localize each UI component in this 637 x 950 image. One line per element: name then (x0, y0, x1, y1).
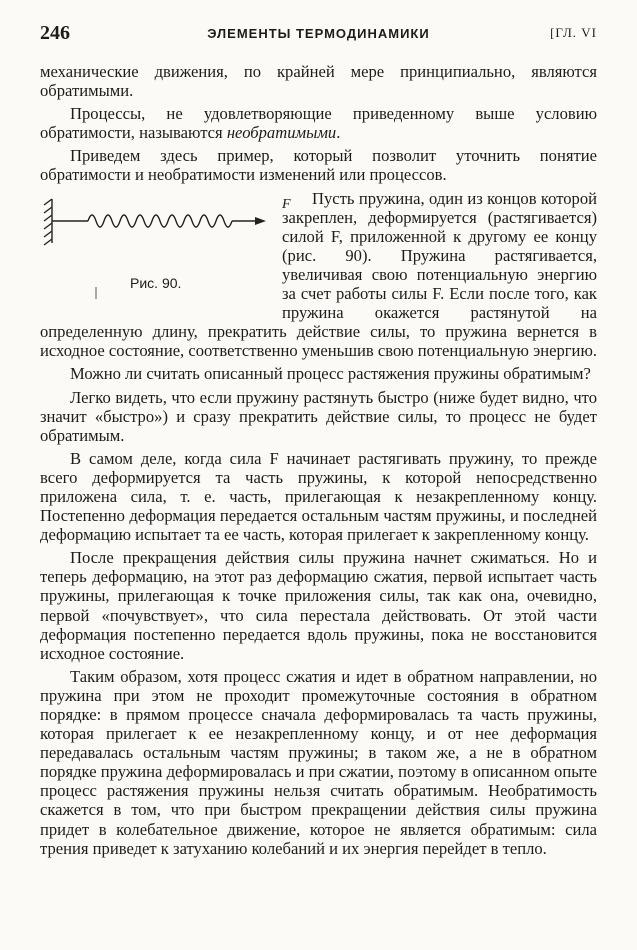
paragraph-2-text: Процессы, не удовлетворяющие приведенному выше условию обратимости, называются (40, 104, 597, 143)
paragraph-4 (40, 189, 597, 361)
paragraph-7: В самом деле, когда сила F начинает растягивать пружину, то прежде всего деформируется та часть пружины, к которой непосредственно приложена сила, т. е. часть, прилегающая к незакрепленному концу. Постепенно деформация передается остальным частям пружины, и последней деформацию испытает та ее часть, которая прилегает к закрепленному концу. (40, 448, 597, 545)
figure-caption: Рис. 90. (130, 274, 182, 291)
force-label: F (282, 196, 291, 212)
running-title: ЭЛЕМЕНТЫ ТЕРМОДИНАМИКИ (207, 26, 430, 41)
paragraph-2 (40, 104, 597, 142)
paragraph-9: Таким образом, хотя процесс сжатия и идет в обратном направлении, но пружина при этом не проходит промежуточные состояния в обратном порядке: в прямом процессе сначала деформировалась та часть пружины, которая прилегает к ее незакрепленному концу, и от нее деформация передавалась остальным частям пружины; в таком же, а не в обратном порядке пружина деформировалась и при сжатии, поэтому в описанном опыте процесс растяжения пружины нельзя считать обратимым. Необратимость скажется в том, что при быстром прекращении действия силы пружина придет в колебательное движение, которое не является обратимым: сила трения приведет к затуханию колебаний и их энергия перейдет в тепло. (40, 666, 597, 858)
body-text (40, 62, 597, 858)
term-irreversible: необратимыми (226, 123, 337, 143)
paragraph-4-text: Пусть пружина, один из концов которой закреплен, деформируется (растягивается) силой F, приложенной к другому ее концу (рис. 90). Пружина растягивается, увеличивая свою потенциальную энергию за счет работы силы F. Если после того, как пружина окажется растянутой на определенную длину, прекратить действие силы, то пружина вернется в исходное состояние, соответственно уменьшив свою потенциальную энергию. (40, 188, 597, 361)
page-number: 246 (40, 22, 70, 44)
paragraph-2-end: . (336, 123, 341, 143)
paragraph-5: Можно ли считать описанный процесс растяжения пружины обратимым? (70, 364, 591, 384)
paragraph-6: Легко видеть, что если пружину растянуть быстро (ниже будет видно, что значит «быстро») и сразу прекратить действие силы, то процесс не будет обратимым. (40, 387, 597, 445)
paragraph-8: После прекращения действия силы пружина начнет сжиматься. Но и теперь деформацию, на этот раз деформацию сжатия, первой испытает часть пружины, прилегающая к точке приложения силы, так как она, очевидно, первой «почувствует», что сила перестала действовать. От этой части деформация постепенно передается вдоль пружины, пока не восстановится исходное состояние. (40, 548, 597, 663)
figure-90 (40, 191, 291, 311)
page-header (40, 22, 597, 46)
paragraph-3: Приведем здесь пример, который позволит уточнить понятие обратимости и необратимости изменений или процессов. (40, 146, 597, 185)
chapter-label: [ГЛ. VI (550, 25, 597, 40)
paragraph-1: механические движения, по крайней мере принципиально, являются обратимыми. (40, 62, 597, 101)
